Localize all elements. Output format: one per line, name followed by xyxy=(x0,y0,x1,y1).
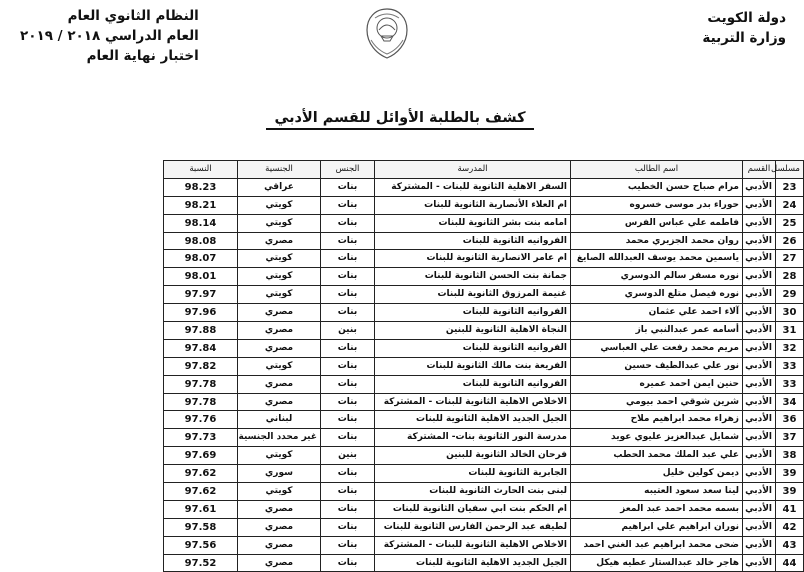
cell-number: 30 xyxy=(776,304,804,322)
cell-school: لبنى بنت الحارث الثانوية للبنات xyxy=(375,483,571,501)
country-name: دولة الكويت xyxy=(707,10,786,26)
cell-student-name: شرين شوقي احمد بيومي xyxy=(571,393,743,411)
cell-gender: بنات xyxy=(321,196,375,214)
cell-school: الفروانيه الثانوية للبنات xyxy=(375,375,571,393)
cell-student-name: هاجر خالد عبدالستار عطيه هيكل xyxy=(571,554,743,572)
cell-number: 25 xyxy=(776,214,804,232)
cell-score: 97.56 xyxy=(164,536,238,554)
cell-gender: بنات xyxy=(321,536,375,554)
cell-number: 42 xyxy=(776,518,804,536)
table-header-row xyxy=(164,161,804,179)
table-body xyxy=(164,178,804,572)
cell-student-name: مرام صباح حسن الخطيب xyxy=(571,178,743,196)
table-row xyxy=(164,429,804,447)
cell-student-name: حوراء بدر موسى خسروه xyxy=(571,196,743,214)
cell-student-name: لينا سعد سعود العتيبه xyxy=(571,483,743,501)
cell-student-name: نور علي عبدالطيف حسين xyxy=(571,357,743,375)
cell-student-name: روان محمد الجزيري محمد xyxy=(571,232,743,250)
cell-nationality: مصري xyxy=(238,322,321,340)
cell-school: ام العلاء الأنصارية الثانوية للبنات xyxy=(375,196,571,214)
cell-section: الأدبي xyxy=(743,339,776,357)
cell-number: 38 xyxy=(776,447,804,465)
table-row xyxy=(164,250,804,268)
cell-school: الجيل الجديد الاهلية الثانوية للبنات xyxy=(375,411,571,429)
cell-section: الأدبي xyxy=(743,268,776,286)
cell-gender: بنات xyxy=(321,429,375,447)
system-name: النظام الثانوي العام xyxy=(67,8,199,24)
cell-number: 26 xyxy=(776,232,804,250)
cell-score: 97.88 xyxy=(164,322,238,340)
cell-student-name: ديمن كولين خليل xyxy=(571,465,743,483)
table-row xyxy=(164,196,804,214)
cell-score: 97.82 xyxy=(164,357,238,375)
cell-student-name: نوران ابراهيم علي ابراهيم xyxy=(571,518,743,536)
cell-school: لطيفه عبد الرحمن الفارس الثانوية للبنات xyxy=(375,518,571,536)
cell-student-name: زهراء محمد ابراهيم ملاح xyxy=(571,411,743,429)
cell-number: 31 xyxy=(776,322,804,340)
cell-score: 97.78 xyxy=(164,393,238,411)
cell-score: 97.58 xyxy=(164,518,238,536)
cell-nationality: كويتي xyxy=(238,447,321,465)
table-row xyxy=(164,178,804,196)
cell-student-name: شمايل عبدالعزيز عليوي عويد xyxy=(571,429,743,447)
cell-score: 98.08 xyxy=(164,232,238,250)
cell-section: الأدبي xyxy=(743,554,776,572)
cell-section: الأدبي xyxy=(743,178,776,196)
cell-nationality: غير محدد الجنسية xyxy=(238,429,321,447)
cell-gender: بنات xyxy=(321,518,375,536)
cell-number: 28 xyxy=(776,268,804,286)
cell-score: 97.73 xyxy=(164,429,238,447)
cell-gender: بنين xyxy=(321,322,375,340)
cell-score: 97.62 xyxy=(164,483,238,501)
table-row xyxy=(164,483,804,501)
cell-number: 41 xyxy=(776,500,804,518)
cell-nationality: مصري xyxy=(238,339,321,357)
cell-student-name: ضحى محمد ابراهيم عبد الغني احمد xyxy=(571,536,743,554)
col-header-section: القسم xyxy=(743,161,776,179)
cell-nationality: كويتي xyxy=(238,196,321,214)
cell-section: الأدبي xyxy=(743,500,776,518)
cell-school: السفر الاهلية الثانوية للبنات - المشتركة xyxy=(375,178,571,196)
col-header-nationality: الجنسية xyxy=(238,161,321,179)
cell-school: فرحان الخالد الثانوية للبنين xyxy=(375,447,571,465)
cell-school: الفروانيه الثانوية للبنات xyxy=(375,232,571,250)
cell-section: الأدبي xyxy=(743,375,776,393)
cell-score: 98.14 xyxy=(164,214,238,232)
cell-score: 97.84 xyxy=(164,339,238,357)
table-row xyxy=(164,375,804,393)
cell-section: الأدبي xyxy=(743,286,776,304)
table-row xyxy=(164,214,804,232)
cell-nationality: كويتي xyxy=(238,268,321,286)
cell-number: 24 xyxy=(776,196,804,214)
cell-school: الجيل الجديد الاهلية الثانوية للبنات xyxy=(375,554,571,572)
cell-nationality: سوري xyxy=(238,465,321,483)
cell-section: الأدبي xyxy=(743,250,776,268)
cell-school: الجابرية الثانوية للبنات xyxy=(375,465,571,483)
cell-student-name: آلاء احمد علي عثمان xyxy=(571,304,743,322)
cell-score: 97.76 xyxy=(164,411,238,429)
document-title-text: كشف بالطلبة الأوائل للقسم الأدبي xyxy=(266,110,533,130)
table-row xyxy=(164,518,804,536)
cell-section: الأدبي xyxy=(743,304,776,322)
cell-student-name: نوره فيصل متلع الدوسري xyxy=(571,286,743,304)
cell-score: 97.97 xyxy=(164,286,238,304)
cell-score: 98.21 xyxy=(164,196,238,214)
cell-school: الفريعة بنت مالك الثانوية للبنات xyxy=(375,357,571,375)
cell-school: ام عامر الانصارية الثانوية للبنات xyxy=(375,250,571,268)
cell-nationality: مصري xyxy=(238,375,321,393)
table-row xyxy=(164,304,804,322)
col-header-gender: الجنس xyxy=(321,161,375,179)
cell-student-name: نوره مسفر سالم الدوسري xyxy=(571,268,743,286)
cell-score: 97.78 xyxy=(164,375,238,393)
cell-nationality: مصري xyxy=(238,518,321,536)
cell-gender: بنات xyxy=(321,375,375,393)
cell-nationality: كويتي xyxy=(238,483,321,501)
cell-number: 23 xyxy=(776,178,804,196)
cell-number: 34 xyxy=(776,393,804,411)
cell-gender: بنات xyxy=(321,554,375,572)
col-header-name: اسم الطالب xyxy=(571,161,743,179)
cell-nationality: مصري xyxy=(238,393,321,411)
exam-header xyxy=(20,6,199,66)
cell-nationality: مصري xyxy=(238,500,321,518)
cell-gender: بنات xyxy=(321,483,375,501)
cell-section: الأدبي xyxy=(743,411,776,429)
table-row xyxy=(164,357,804,375)
ministry-header xyxy=(702,8,786,48)
cell-school: النجاة الاهلية الثانوية للبنين xyxy=(375,322,571,340)
table-row xyxy=(164,447,804,465)
cell-section: الأدبي xyxy=(743,518,776,536)
ministry-name: وزارة التربية xyxy=(702,30,786,46)
cell-number: 33 xyxy=(776,375,804,393)
cell-gender: بنات xyxy=(321,304,375,322)
cell-gender: بنات xyxy=(321,411,375,429)
cell-student-name: بسمه محمد احمد عبد المعز xyxy=(571,500,743,518)
table-row xyxy=(164,339,804,357)
table-row xyxy=(164,322,804,340)
top-students-table xyxy=(163,160,804,572)
col-header-number: مسلسل xyxy=(776,161,804,179)
cell-school: الفروانيه الثانوية للبنات xyxy=(375,339,571,357)
cell-number: 27 xyxy=(776,250,804,268)
cell-nationality: مصري xyxy=(238,554,321,572)
cell-number: 44 xyxy=(776,554,804,572)
cell-school: الفروانيه الثانوية للبنات xyxy=(375,304,571,322)
cell-nationality: لبناني xyxy=(238,411,321,429)
cell-student-name: أسامه عمر عبدالنبي باز xyxy=(571,322,743,340)
table-row xyxy=(164,268,804,286)
cell-gender: بنات xyxy=(321,286,375,304)
cell-score: 98.01 xyxy=(164,268,238,286)
cell-score: 97.69 xyxy=(164,447,238,465)
cell-section: الأدبي xyxy=(743,429,776,447)
table-row xyxy=(164,411,804,429)
cell-nationality: كويتي xyxy=(238,286,321,304)
cell-gender: بنات xyxy=(321,250,375,268)
cell-score: 97.96 xyxy=(164,304,238,322)
cell-school: غنيمة المرزوق الثانوية للبنات xyxy=(375,286,571,304)
table-row xyxy=(164,536,804,554)
cell-section: الأدبي xyxy=(743,483,776,501)
cell-section: الأدبي xyxy=(743,393,776,411)
cell-section: الأدبي xyxy=(743,214,776,232)
cell-school: الاخلاص الاهلية الثانوية للبنات - المشتركة xyxy=(375,393,571,411)
cell-school: مدرسة النور الثانوية بنات- المشتركة xyxy=(375,429,571,447)
col-header-school: المدرسة xyxy=(375,161,571,179)
cell-section: الأدبي xyxy=(743,465,776,483)
cell-student-name: فاطمه علي عباس الفرس xyxy=(571,214,743,232)
cell-student-name: مريم محمد رفعت علي العباسي xyxy=(571,339,743,357)
cell-section: الأدبي xyxy=(743,536,776,554)
cell-score: 97.61 xyxy=(164,500,238,518)
cell-gender: بنات xyxy=(321,357,375,375)
cell-student-name: ياسمين محمد يوسف العبدالله الصايغ xyxy=(571,250,743,268)
cell-score: 98.07 xyxy=(164,250,238,268)
exam-name: اختبار نهاية العام xyxy=(86,48,199,64)
cell-nationality: مصري xyxy=(238,304,321,322)
cell-number: 43 xyxy=(776,536,804,554)
cell-section: الأدبي xyxy=(743,322,776,340)
cell-score: 98.23 xyxy=(164,178,238,196)
cell-number: 33 xyxy=(776,357,804,375)
cell-nationality: مصري xyxy=(238,536,321,554)
cell-nationality: كويتي xyxy=(238,357,321,375)
cell-school: ام الحكم بنت ابي سفيان الثانوية للبنات xyxy=(375,500,571,518)
cell-number: 39 xyxy=(776,465,804,483)
kuwait-emblem-icon xyxy=(357,6,417,62)
cell-section: الأدبي xyxy=(743,196,776,214)
cell-nationality: كويتي xyxy=(238,250,321,268)
cell-school: الاخلاص الاهلية الثانوية للبنات - المشتركة xyxy=(375,536,571,554)
cell-gender: بنات xyxy=(321,214,375,232)
table-row xyxy=(164,465,804,483)
cell-school: امامه بنت بشر الثانوية للبنات xyxy=(375,214,571,232)
cell-gender: بنات xyxy=(321,500,375,518)
cell-number: 39 xyxy=(776,483,804,501)
cell-score: 97.62 xyxy=(164,465,238,483)
cell-gender: بنات xyxy=(321,232,375,250)
cell-number: 36 xyxy=(776,411,804,429)
table-row xyxy=(164,554,804,572)
cell-number: 32 xyxy=(776,339,804,357)
cell-student-name: حنين ايمن احمد عميره xyxy=(571,375,743,393)
cell-student-name: علي عبد الملك محمد الحطب xyxy=(571,447,743,465)
table-row xyxy=(164,232,804,250)
table-row xyxy=(164,500,804,518)
cell-nationality: عراقي xyxy=(238,178,321,196)
document-title xyxy=(0,110,800,126)
cell-section: الأدبي xyxy=(743,232,776,250)
table-row xyxy=(164,393,804,411)
cell-gender: بنات xyxy=(321,465,375,483)
cell-number: 29 xyxy=(776,286,804,304)
table-row xyxy=(164,286,804,304)
cell-section: الأدبي xyxy=(743,447,776,465)
cell-gender: بنات xyxy=(321,268,375,286)
cell-gender: بنات xyxy=(321,178,375,196)
cell-score: 97.52 xyxy=(164,554,238,572)
cell-nationality: كويتي xyxy=(238,214,321,232)
col-header-score: النسبة xyxy=(164,161,238,179)
cell-section: الأدبي xyxy=(743,357,776,375)
cell-school: جمانة بنت الحسن الثانوية للبنات xyxy=(375,268,571,286)
cell-nationality: مصري xyxy=(238,232,321,250)
cell-gender: بنات xyxy=(321,393,375,411)
cell-gender: بنات xyxy=(321,339,375,357)
cell-gender: بنين xyxy=(321,447,375,465)
school-year: العام الدراسي ٢٠١٨ / ٢٠١٩ xyxy=(20,28,199,44)
cell-number: 37 xyxy=(776,429,804,447)
